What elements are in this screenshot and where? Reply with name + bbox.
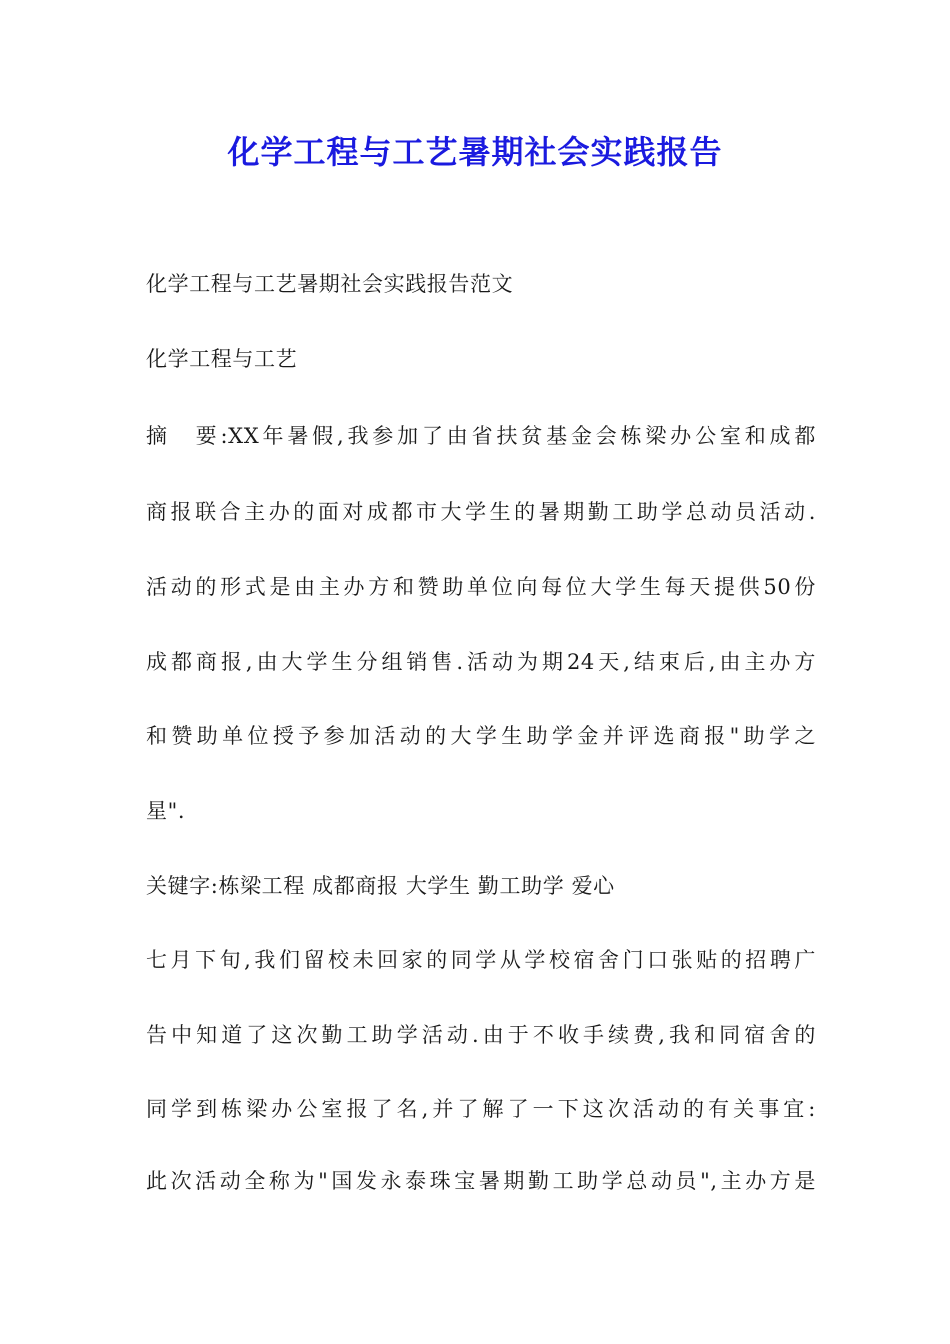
text-line-body-1: 七月下旬,我们留校未回家的同学从学校宿舍门口张贴的招聘广 [146,948,816,972]
text-line-abstract-2: 商报联合主办的面对成都市大学生的暑期勤工助学总动员活动. [146,500,816,524]
text-line-body-2: 告中知道了这次勤工助学活动.由于不收手续费,我和同宿舍的 [146,1023,816,1047]
text-line-subtitle: 化学工程与工艺暑期社会实践报告范文 [146,272,514,296]
text-line-body-3: 同学到栋梁办公室报了名,并了解了一下这次活动的有关事宜: [146,1097,816,1121]
text-line-major: 化学工程与工艺 [146,347,298,371]
text-line-abstract-3: 活动的形式是由主办方和赞助单位向每位大学生每天提供50份 [146,575,816,599]
text-line-abstract-5: 和赞助单位授予参加活动的大学生助学金并评选商报"助学之 [146,724,816,748]
document-title: 化学工程与工艺暑期社会实践报告 [227,133,723,171]
text-line-abstract-4: 成都商报,由大学生分组销售.活动为期24天,结束后,由主办方 [146,650,816,674]
text-line-keywords: 关键字:栋梁工程 成都商报 大学生 勤工助学 爱心 [146,874,615,898]
text-line-body-4: 此次活动全称为"国发永泰珠宝暑期勤工助学总动员",主办方是 [146,1169,816,1193]
text-line-abstract-1: 摘 要:XX年暑假,我参加了由省扶贫基金会栋梁办公室和成都 [146,424,816,448]
text-line-abstract-6: 星". [146,799,186,823]
